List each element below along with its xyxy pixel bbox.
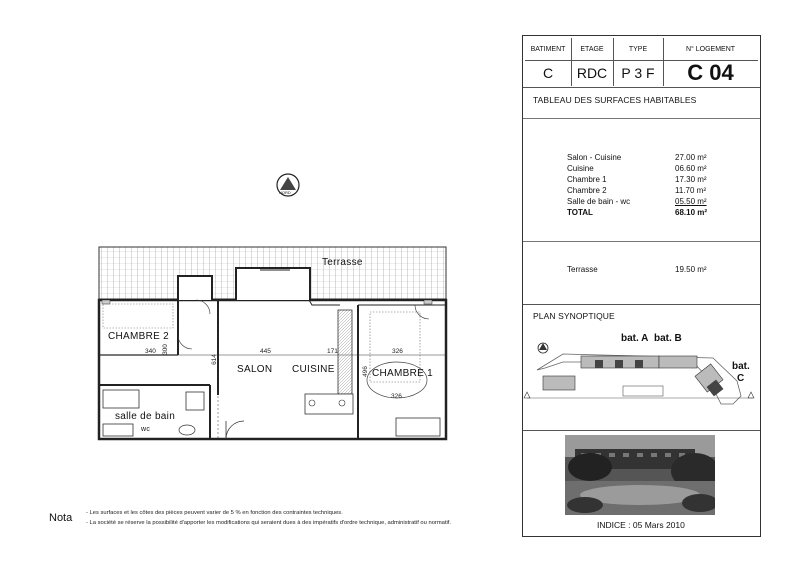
room-cuisine: CUISINE	[292, 364, 335, 375]
surfaces-title: TABLEAU DES SURFACES HABITABLES	[533, 95, 697, 105]
dim-445: 445	[260, 348, 271, 355]
nota-title: Nota	[49, 512, 73, 524]
dim-496: 496	[361, 366, 369, 377]
surface-row: Salle de bain - wc 05.50 m²	[567, 197, 707, 206]
room-chambre-1: CHAMBRE 1	[372, 368, 434, 379]
dim-614: 614	[210, 354, 218, 365]
dim-300: 300	[161, 344, 169, 355]
room-wc: wc	[141, 426, 151, 433]
north-label: NORD	[279, 190, 291, 195]
surface-row: Chambre 2 11.70 m²	[567, 186, 706, 195]
nota-line-2: - La société se réserve la possibilité d'apporter les modifications qui seraient dues à des impératifs d'ordre technique, administratif ou normatif.	[86, 520, 452, 526]
surface-row: Salon - Cuisine 27.00 m²	[567, 153, 707, 162]
col-type-label: TYPE	[613, 38, 664, 61]
dim-171: 171	[327, 348, 338, 355]
value-batiment: C	[525, 60, 572, 86]
label-bat-b: bat. B	[654, 333, 682, 344]
surface-total-row: TOTAL 68.10 m²	[567, 208, 708, 217]
index-date: INDICE : 05 Mars 2010	[597, 520, 685, 530]
kitchen-counter	[338, 310, 352, 394]
label-bat-a: bat. A	[621, 333, 649, 344]
col-etage-label: ETAGE	[571, 38, 614, 61]
dim-326-bottom: 326	[391, 393, 402, 400]
value-logement: C 04	[687, 60, 734, 85]
title-block	[522, 35, 761, 537]
label-bat-c-letter: C	[737, 373, 745, 384]
dim-326-top: 326	[392, 348, 403, 355]
terrace-label: Terrasse	[322, 257, 363, 268]
room-salle-de-bain: salle de bain	[115, 411, 176, 422]
surface-row: Cuisine 06.60 m²	[567, 164, 707, 173]
building-photo	[565, 435, 715, 515]
col-batiment-label: BATIMENT	[525, 38, 572, 61]
room-salon: SALON	[237, 364, 273, 375]
terrace-row: Terrasse 19.50 m²	[567, 265, 707, 274]
col-logement-label: N° LOGEMENT	[663, 38, 758, 61]
room-chambre-2: CHAMBRE 2	[108, 331, 170, 342]
dim-340: 340	[145, 348, 156, 355]
synoptic-title: PLAN SYNOPTIQUE	[533, 311, 615, 321]
synoptic-north-icon	[538, 343, 548, 353]
value-type: P 3 F	[613, 60, 664, 86]
value-etage: RDC	[571, 60, 614, 86]
label-bat-c: bat.	[732, 361, 750, 372]
nota-line-1: - Les surfaces et les côtes des pièces peuvent varier de 5 % en fonction des contraintes techniques.	[86, 510, 343, 516]
surface-row: Chambre 1 17.30 m²	[567, 175, 707, 184]
